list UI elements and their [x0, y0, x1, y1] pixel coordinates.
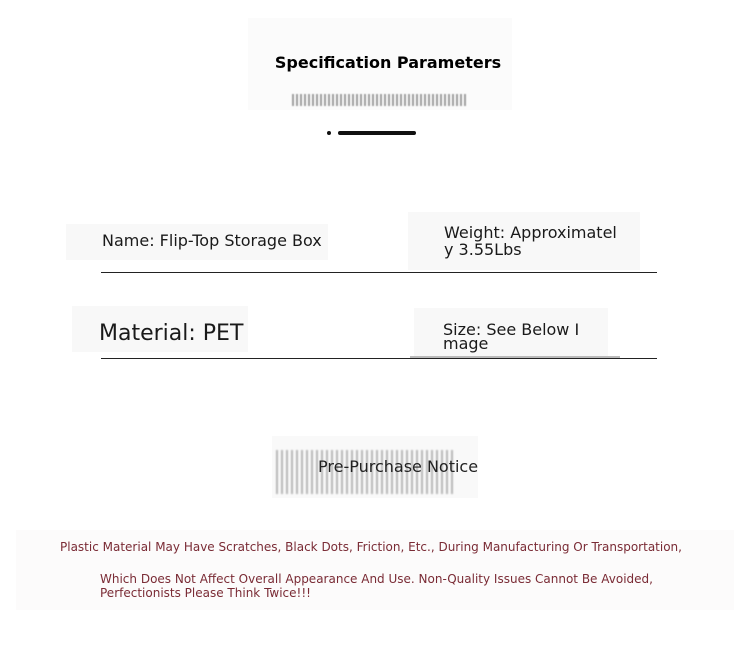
- disclaimer-line-1: Plastic Material May Have Scratches, Black Dots, Friction, Etc., During Manufacturing Or Transportation,: [60, 540, 682, 554]
- spec-size: Size: See Below Image: [443, 320, 580, 353]
- spec-material: Material: PET: [99, 321, 244, 346]
- spec-name: Name: Flip-Top Storage Box: [102, 231, 322, 250]
- disclaimer-line-2: Which Does Not Affect Overall Appearance And Use. Non-Quality Issues Cannot Be Avoided, Perfectionists Please Think Twice!!!: [100, 572, 653, 600]
- row-divider: [101, 272, 657, 273]
- row-divider: [101, 358, 657, 359]
- bullet-dot-decoration: [327, 131, 331, 135]
- spec-weight: Weight: Approximately 3.55Lbs: [444, 223, 617, 259]
- notice-heading: Pre-Purchase Notice: [318, 457, 479, 476]
- decorative-subtitle-graphic: [292, 94, 468, 106]
- page-title: Specification Parameters: [274, 53, 502, 72]
- title-underline-bar: [338, 131, 416, 135]
